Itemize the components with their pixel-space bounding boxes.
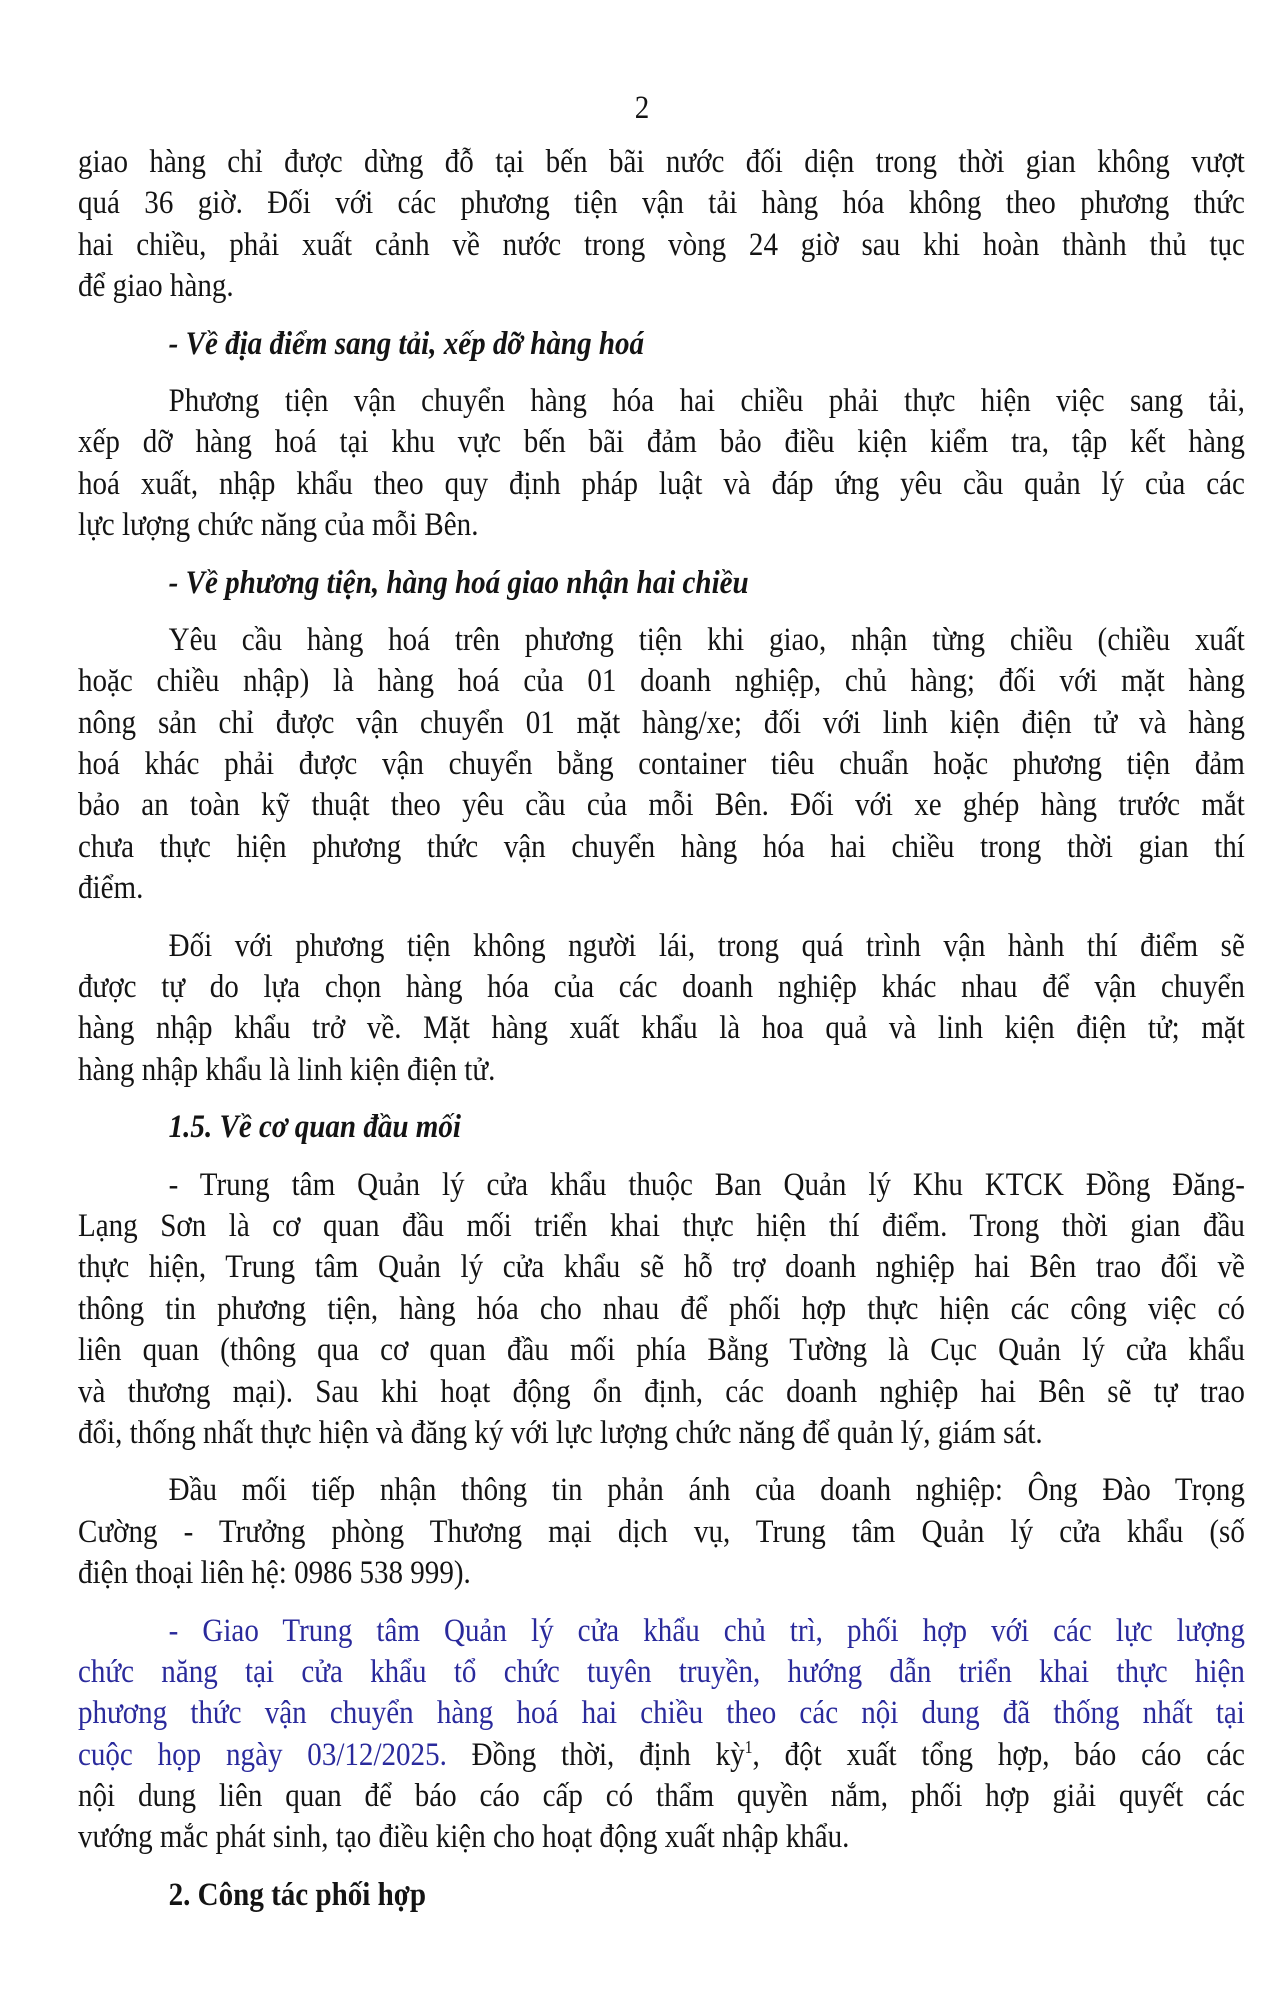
text-line: Lạng Sơn là cơ quan đầu mối triển khai thực hiện thí điểm. Trong thời gian đầu [78, 1207, 1245, 1244]
paragraph [78, 926, 1245, 1092]
text-line: 1.5. Về cơ quan đầu mối [168, 1109, 461, 1146]
text-line: giao hàng chỉ được dừng đỗ tại bến bãi nước đối diện trong thời gian không vượt [78, 144, 1245, 180]
paragraph [78, 1165, 1245, 1455]
paragraph [78, 1611, 1245, 1859]
text-line: hai chiều, phải xuất cảnh về nước trong vòng 24 giờ sau khi hoàn thành thủ tục [78, 226, 1245, 263]
text-line: lực lượng chức năng của mỗi Bên. [78, 507, 479, 544]
text-line: vướng mắc phát sinh, tạo điều kiện cho hoạt động xuất nhập khẩu. [78, 1819, 850, 1856]
text-line: được tự do lựa chọn hàng hóa của các doanh nghiệp khác nhau để vận chuyển [78, 969, 1245, 1006]
text-line: liên quan (thông qua cơ quan đầu mối phía Bằng Tường là Cục Quản lý cửa khẩu [78, 1332, 1245, 1369]
text-line: - Về địa điểm sang tải, xếp dỡ hàng hoá [168, 325, 645, 362]
document-body [78, 142, 1245, 1932]
paragraph [78, 1470, 1245, 1594]
text-line: Đầu mối tiếp nhận thông tin phản ánh của doanh nghiệp: Ông Đào Trọng [168, 1472, 1245, 1509]
text-line [78, 1652, 1245, 1693]
text-segment: Đồng thời, định kỳ [446, 1736, 745, 1773]
page-number: 2 [634, 90, 650, 126]
text-line: điện thoại liên hệ: 0986 538 999). [78, 1555, 471, 1592]
highlighted-text: - Giao Trung tâm Quản lý cửa khẩu chủ trì, phối hợp với các lực lượng [168, 1612, 1245, 1649]
text-line: Đối với phương tiện không người lái, trong quá trình vận hành thí điểm sẽ [168, 927, 1245, 964]
text-line: nông sản chỉ được vận chuyển 01 mặt hàng/xe; đối với linh kiện điện tử và hàng [78, 704, 1245, 741]
text-line [78, 1693, 1245, 1734]
text-line: quá 36 giờ. Đối với các phương tiện vận tải hàng hóa không theo phương thức [78, 185, 1245, 222]
text-line: nội dung liên quan để báo cáo cấp có thẩm quyền nắm, phối hợp giải quyết các [78, 1778, 1245, 1815]
paragraph [78, 620, 1245, 910]
text-line: và thương mại). Sau khi hoạt động ổn định, các doanh nghiệp hai Bên sẽ tự trao [78, 1373, 1245, 1410]
text-line: - Về phương tiện, hàng hoá giao nhận hai chiều [168, 564, 749, 601]
text-line: thông tin phương tiện, hàng hóa cho nhau để phối hợp thực hiện các công việc có [78, 1290, 1245, 1327]
text-line: đổi, thống nhất thực hiện và đăng ký với lực lượng chức năng để quản lý, giám sát. [78, 1414, 1043, 1451]
text-line [78, 1611, 1245, 1652]
section-heading [78, 324, 1245, 365]
paragraph [78, 142, 1245, 308]
text-line: hoặc chiều nhập) là hàng hoá của 01 doanh nghiệp, chủ hàng; đối với mặt hàng [78, 663, 1245, 700]
text-line: chưa thực hiện phương thức vận chuyển hàng hóa hai chiều trong thời gian thí [78, 828, 1245, 865]
text-line [78, 1735, 1245, 1776]
section-heading [78, 1875, 1245, 1916]
text-line: hoá khác phải được vận chuyển bằng container tiêu chuẩn hoặc phương tiện đảm [78, 746, 1245, 783]
text-segment: , đột xuất tổng hợp, báo cáo các [752, 1736, 1245, 1773]
paragraph [78, 381, 1245, 547]
highlighted-text: cuộc họp ngày 03/12/2025. [78, 1736, 447, 1773]
text-line: hàng nhập khẩu là linh kiện điện tử. [78, 1051, 496, 1088]
section-heading [78, 1107, 1245, 1148]
text-line: Phương tiện vận chuyển hàng hóa hai chiều phải thực hiện việc sang tải, [168, 382, 1245, 419]
text-line: để giao hàng. [78, 268, 234, 305]
text-line: bảo an toàn kỹ thuật theo yêu cầu của mỗi Bên. Đối với xe ghép hàng trước mắt [78, 787, 1245, 824]
text-line: xếp dỡ hàng hoá tại khu vực bến bãi đảm bảo điều kiện kiểm tra, tập kết hàng [78, 424, 1245, 461]
text-line: 2. Công tác phối hợp [168, 1876, 426, 1913]
highlighted-text: chức năng tại cửa khẩu tổ chức tuyên truyền, hướng dẫn triển khai thực hiện [78, 1653, 1245, 1690]
section-heading [78, 563, 1245, 604]
text-line: hoá xuất, nhập khẩu theo quy định pháp luật và đáp ứng yêu cầu quản lý của các [78, 465, 1245, 502]
text-line: - Trung tâm Quản lý cửa khẩu thuộc Ban Quản lý Khu KTCK Đồng Đăng- [168, 1166, 1245, 1203]
footnote-ref: 1 [744, 1736, 753, 1757]
text-line: Yêu cầu hàng hoá trên phương tiện khi giao, nhận từng chiều (chiều xuất [168, 621, 1245, 658]
text-line: Cường - Trưởng phòng Thương mại dịch vụ, Trung tâm Quản lý cửa khẩu (số [78, 1513, 1245, 1550]
highlighted-text: phương thức vận chuyển hàng hoá hai chiều theo các nội dung đã thống nhất tại [78, 1695, 1245, 1732]
text-line: điểm. [78, 870, 144, 907]
text-line: thực hiện, Trung tâm Quản lý cửa khẩu sẽ hỗ trợ doanh nghiệp hai Bên trao đổi về [78, 1249, 1245, 1286]
text-line: hàng nhập khẩu trở về. Mặt hàng xuất khẩu là hoa quả và linh kiện điện tử; mặt [78, 1010, 1245, 1047]
